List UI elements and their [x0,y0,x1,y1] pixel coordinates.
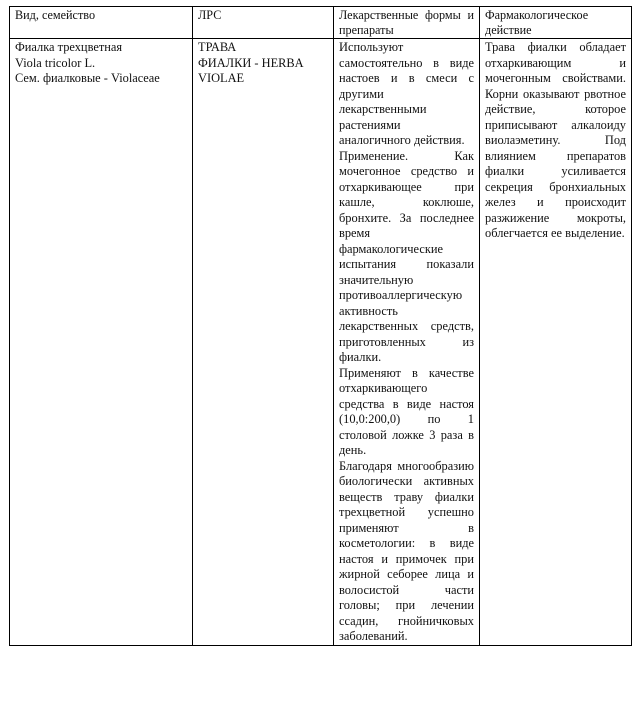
herbal-table [9,6,632,646]
action-cell: Трава фиалки обладает отхаркивающим и мочегонным свойствами. Корни оказывают рвотное действие, которое приписывают алкалоиду виолаэметину. Под влиянием препаратов фиалки усиливается секреция бронхиальных желез и происходит разжижение мокроты, облегчается ее выделение. [480,39,632,646]
species-name-latin: Viola tricolor L. [15,55,96,70]
table-row [10,39,632,646]
header-forms: Лекарственные формы и препараты [334,7,480,39]
forms-paragraph: Используют самостоятельно в виде настоев и в смеси с другими лекарственными растениями аналогичного действия. [339,40,474,147]
forms-paragraph: Благодаря многообразию биологически активных веществ траву фиалки трехцветной успешно применяют в косметологии: в виде настоя и примочек при жирной себорее лица и волосистой части головы; при лечении ссадин, гнойничковых заболеваний. [339,458,474,643]
species-family: Сем. фиалковые - Violaceae [15,71,160,85]
raw-material-cell [193,39,334,646]
raw-material-line: ФИАЛКИ - HERBA [198,55,304,70]
forms-cell [334,39,480,646]
forms-paragraph: Применяют в качестве отхаркивающего средства в виде настоя (10,0:200,0) по 1 столовой ложке 3 раза в день. [339,365,474,457]
species-name-ru: Фиалка трехцветная [15,40,123,54]
header-species: Вид, семейство [10,7,193,39]
species-cell [10,39,193,646]
header-raw-material: ЛРС [193,7,334,39]
raw-material-line: VIOLAE [198,71,245,85]
forms-paragraph: Применение. Как мочегонное средство и отхаркивающее при кашле, коклюше, бронхите. За последнее время фармакологические испытания показали значительную противоаллергическую активность лекарственных средств, приготовленных из фиалки. [339,148,474,364]
table-header-row [10,7,632,39]
header-action: Фармакологическое действие [480,7,632,39]
raw-material-line: ТРАВА [198,40,237,54]
